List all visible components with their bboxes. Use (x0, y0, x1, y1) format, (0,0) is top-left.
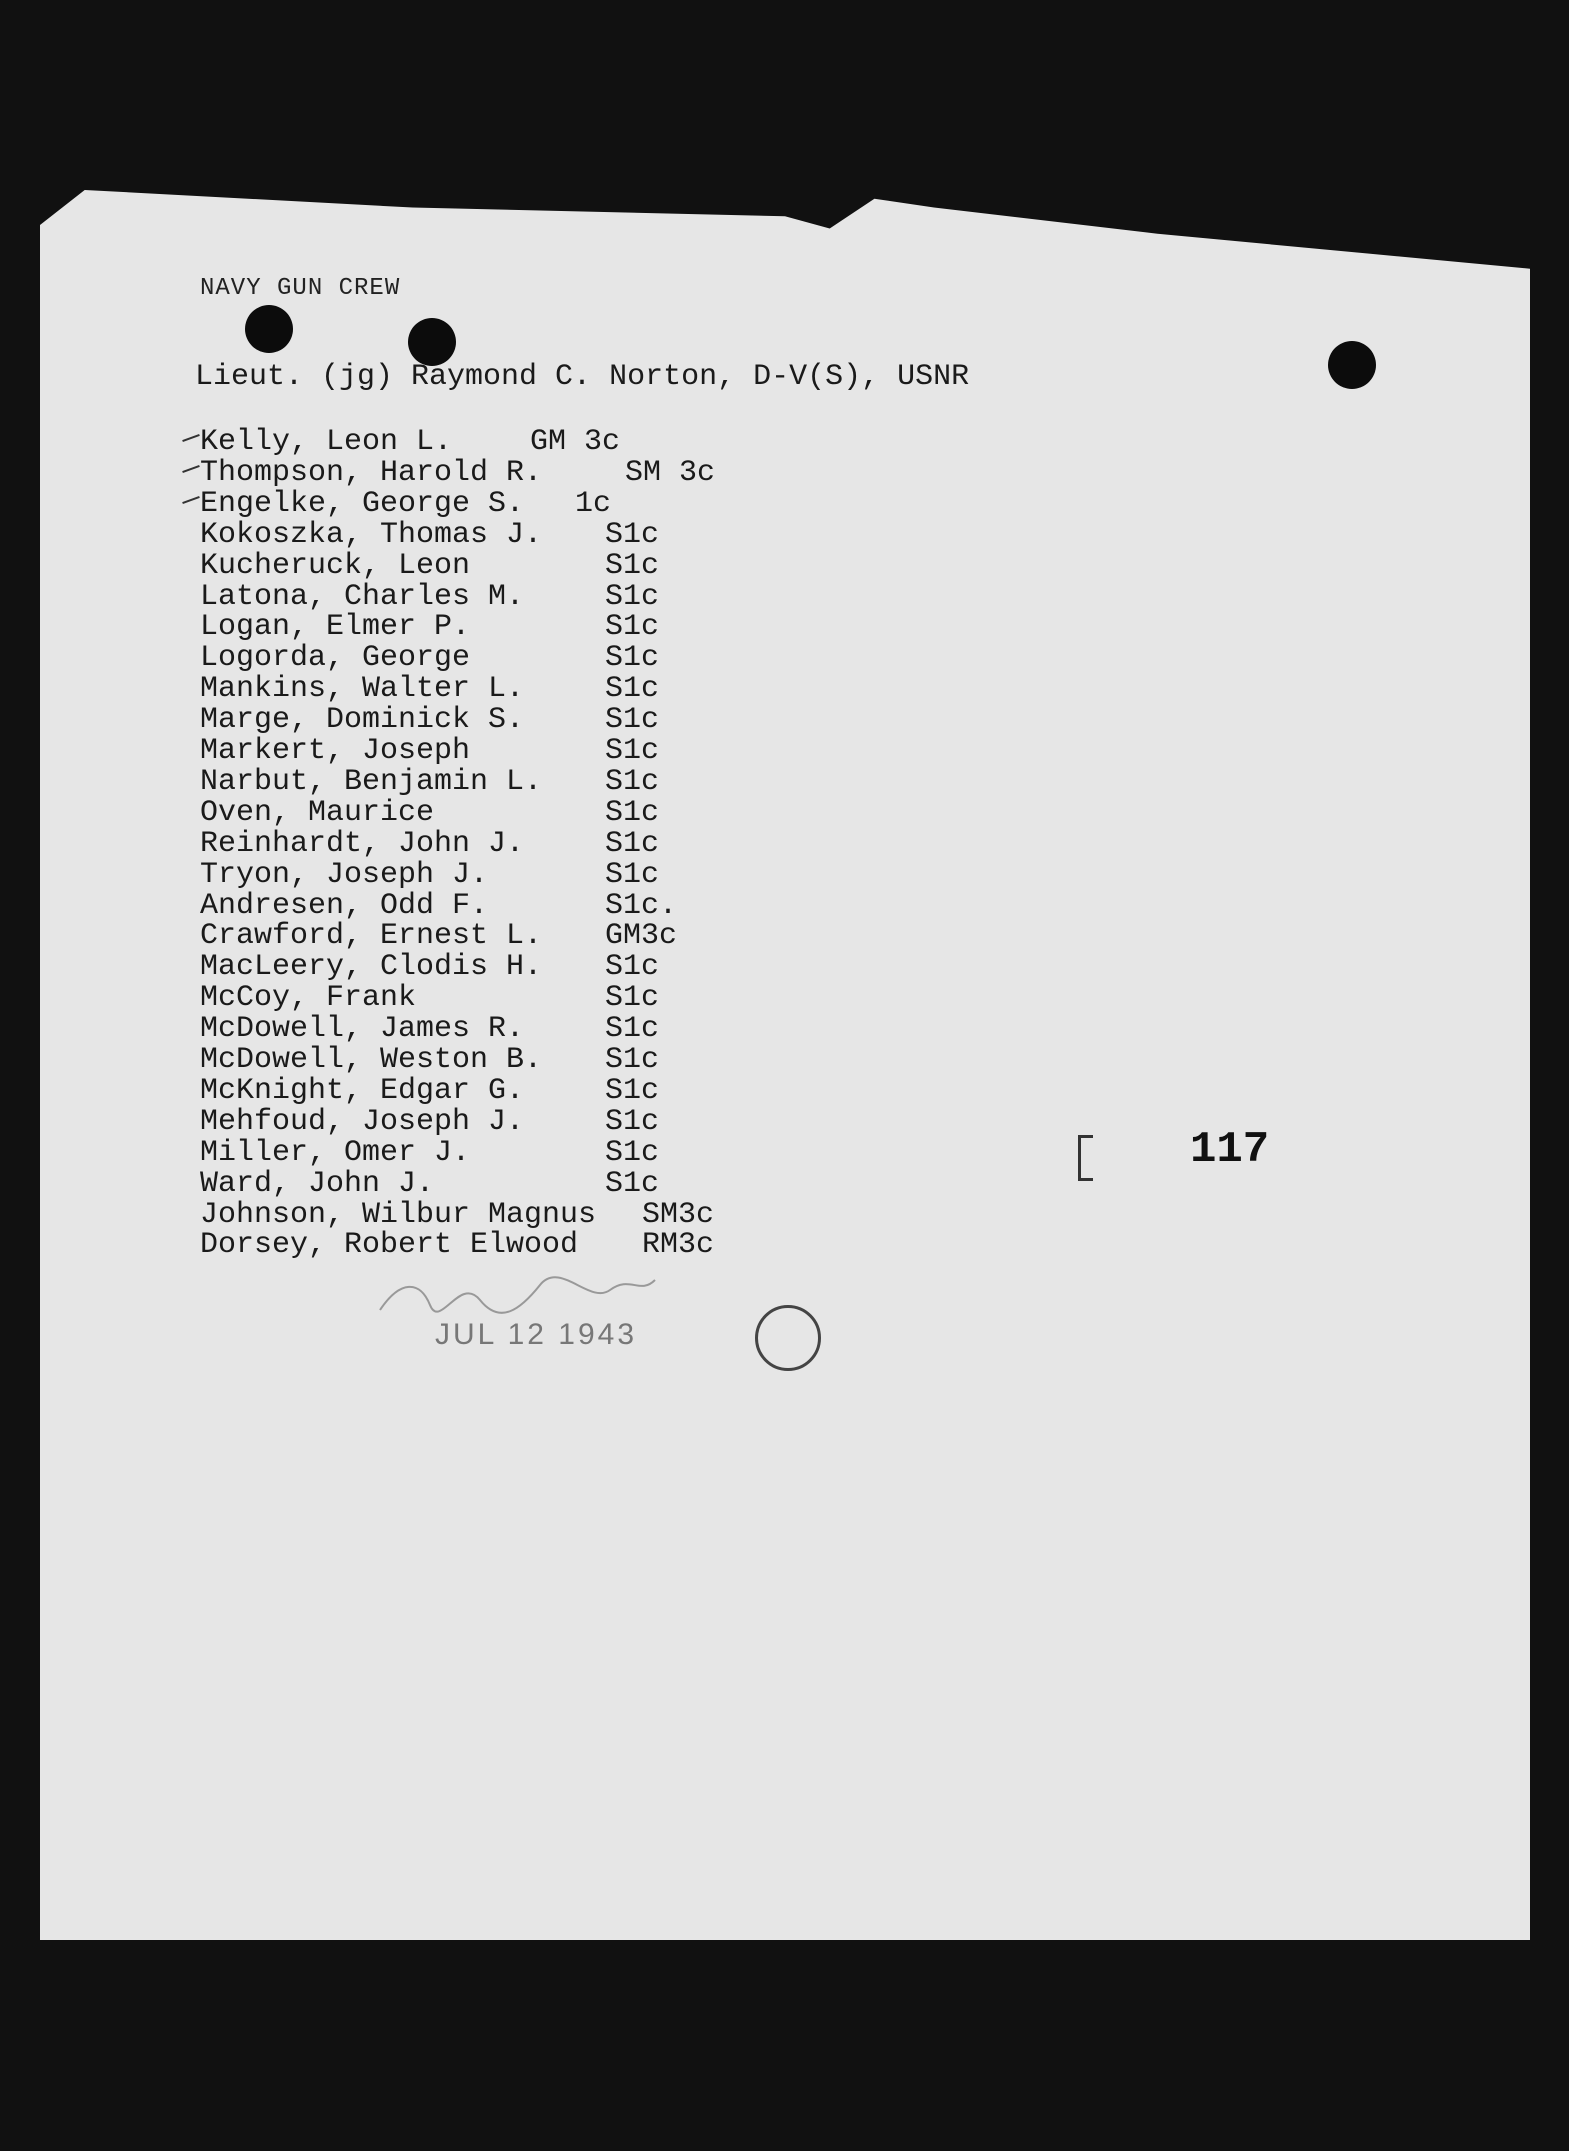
crew-rate: 1c (575, 486, 612, 521)
crew-row (200, 826, 800, 861)
crew-rate: RM3c (642, 1228, 715, 1263)
crew-row (200, 455, 800, 490)
crew-rate: S1c (605, 857, 660, 892)
crew-rate: S1c (605, 1012, 660, 1047)
crew-name: Crawford, Ernest L. (200, 919, 543, 954)
crew-name: Tryon, Joseph J. (200, 857, 489, 892)
crew-rate: S1c (605, 734, 660, 768)
crew-row (200, 888, 800, 923)
punch-hole (245, 305, 293, 353)
crew-row (200, 795, 800, 830)
punch-hole (1328, 341, 1376, 389)
crew-row (200, 1166, 800, 1201)
crew-row (200, 1012, 800, 1047)
crew-name: Engelke, George S. (200, 486, 525, 521)
crew-name: Dorsey, Robert Elwood (200, 1228, 579, 1263)
crew-rate: S1c (605, 517, 660, 552)
crew-name: Markert, Joseph (200, 734, 471, 768)
crew-rate: S1c (605, 764, 660, 799)
crew-rate: S1c (605, 703, 660, 738)
crew-row (200, 764, 800, 799)
crew-row (200, 672, 800, 707)
crew-name: Logorda, George (200, 641, 471, 676)
crew-name: Logan, Elmer P. (200, 610, 471, 645)
crew-name: Ward, John J. (200, 1166, 435, 1201)
crew-row (200, 1104, 800, 1139)
crew-row (200, 579, 800, 614)
crew-rate: S1c (605, 610, 660, 645)
crew-rate: S1c. (605, 888, 678, 923)
crew-row (200, 425, 800, 459)
crew-row (200, 610, 800, 645)
crew-name: Johnson, Wilbur Magnus (200, 1197, 597, 1232)
crew-name: McDowell, Weston B. (200, 1043, 543, 1077)
crew-rate: S1c (605, 1166, 660, 1201)
crew-name: Kokoszka, Thomas J. (200, 517, 543, 552)
crew-name: Thompson, Harold R. (200, 455, 543, 490)
crew-name: Reinhardt, John J. (200, 826, 525, 861)
crew-name: Mehfoud, Joseph J. (200, 1104, 525, 1139)
crew-row (200, 1043, 800, 1077)
crew-rate: SM 3c (625, 455, 716, 490)
signature (370, 1270, 660, 1320)
crew-row (200, 734, 800, 768)
crew-name: Miller, Omer J. (200, 1135, 471, 1170)
crew-row (200, 486, 800, 521)
crew-rate: S1c (605, 950, 660, 985)
crew-name: Marge, Dominick S. (200, 703, 525, 738)
file-mark (1078, 1135, 1093, 1181)
crew-name: Kucheruck, Leon (200, 548, 471, 583)
crew-row (200, 1228, 800, 1263)
crew-rate: S1c (605, 1043, 660, 1077)
page-number: 117 (1190, 1125, 1270, 1175)
document-title: NAVY GUN CREW (200, 275, 401, 302)
circled-initials (755, 1305, 821, 1371)
crew-name: McKnight, Edgar G. (200, 1073, 525, 1108)
crew-rate: GM 3c (530, 425, 621, 459)
date-stamp: JUL 12 1943 (435, 1318, 638, 1351)
crew-rate: S1c (605, 981, 660, 1016)
crew-name: MacLeery, Clodis H. (200, 950, 543, 985)
crew-row (200, 548, 800, 583)
crew-name: McDowell, James R. (200, 1012, 525, 1047)
crew-name: McCoy, Frank (200, 981, 417, 1016)
crew-row (200, 703, 800, 738)
crew-name: Kelly, Leon L. (200, 425, 453, 459)
crew-row (200, 857, 800, 892)
crew-rate: S1c (605, 641, 660, 676)
crew-name: Mankins, Walter L. (200, 672, 525, 707)
crew-name: Andresen, Odd F. (200, 888, 489, 923)
crew-rate: S1c (605, 579, 660, 614)
crew-row (200, 1197, 800, 1232)
crew-rate: S1c (605, 795, 660, 830)
officer-line: Lieut. (jg) Raymond C. Norton, D-V(S), USNR (195, 360, 970, 394)
crew-name: Oven, Maurice (200, 795, 435, 830)
crew-name: Narbut, Benjamin L. (200, 764, 543, 799)
crew-rate: S1c (605, 672, 660, 707)
crew-row (200, 1073, 800, 1108)
crew-row (200, 950, 800, 985)
crew-row (200, 1135, 800, 1170)
crew-rate: S1c (605, 1073, 660, 1108)
crew-rate: GM3c (605, 919, 678, 954)
crew-rate: SM3c (642, 1197, 715, 1232)
crew-rate: S1c (605, 1104, 660, 1139)
crew-row (200, 919, 800, 954)
crew-row (200, 981, 800, 1016)
crew-name: Latona, Charles M. (200, 579, 525, 614)
crew-rate: S1c (605, 826, 660, 861)
crew-rate: S1c (605, 1135, 660, 1170)
crew-row (200, 641, 800, 676)
crew-row (200, 517, 800, 552)
punch-hole (408, 318, 456, 366)
crew-rate: S1c (605, 548, 660, 583)
